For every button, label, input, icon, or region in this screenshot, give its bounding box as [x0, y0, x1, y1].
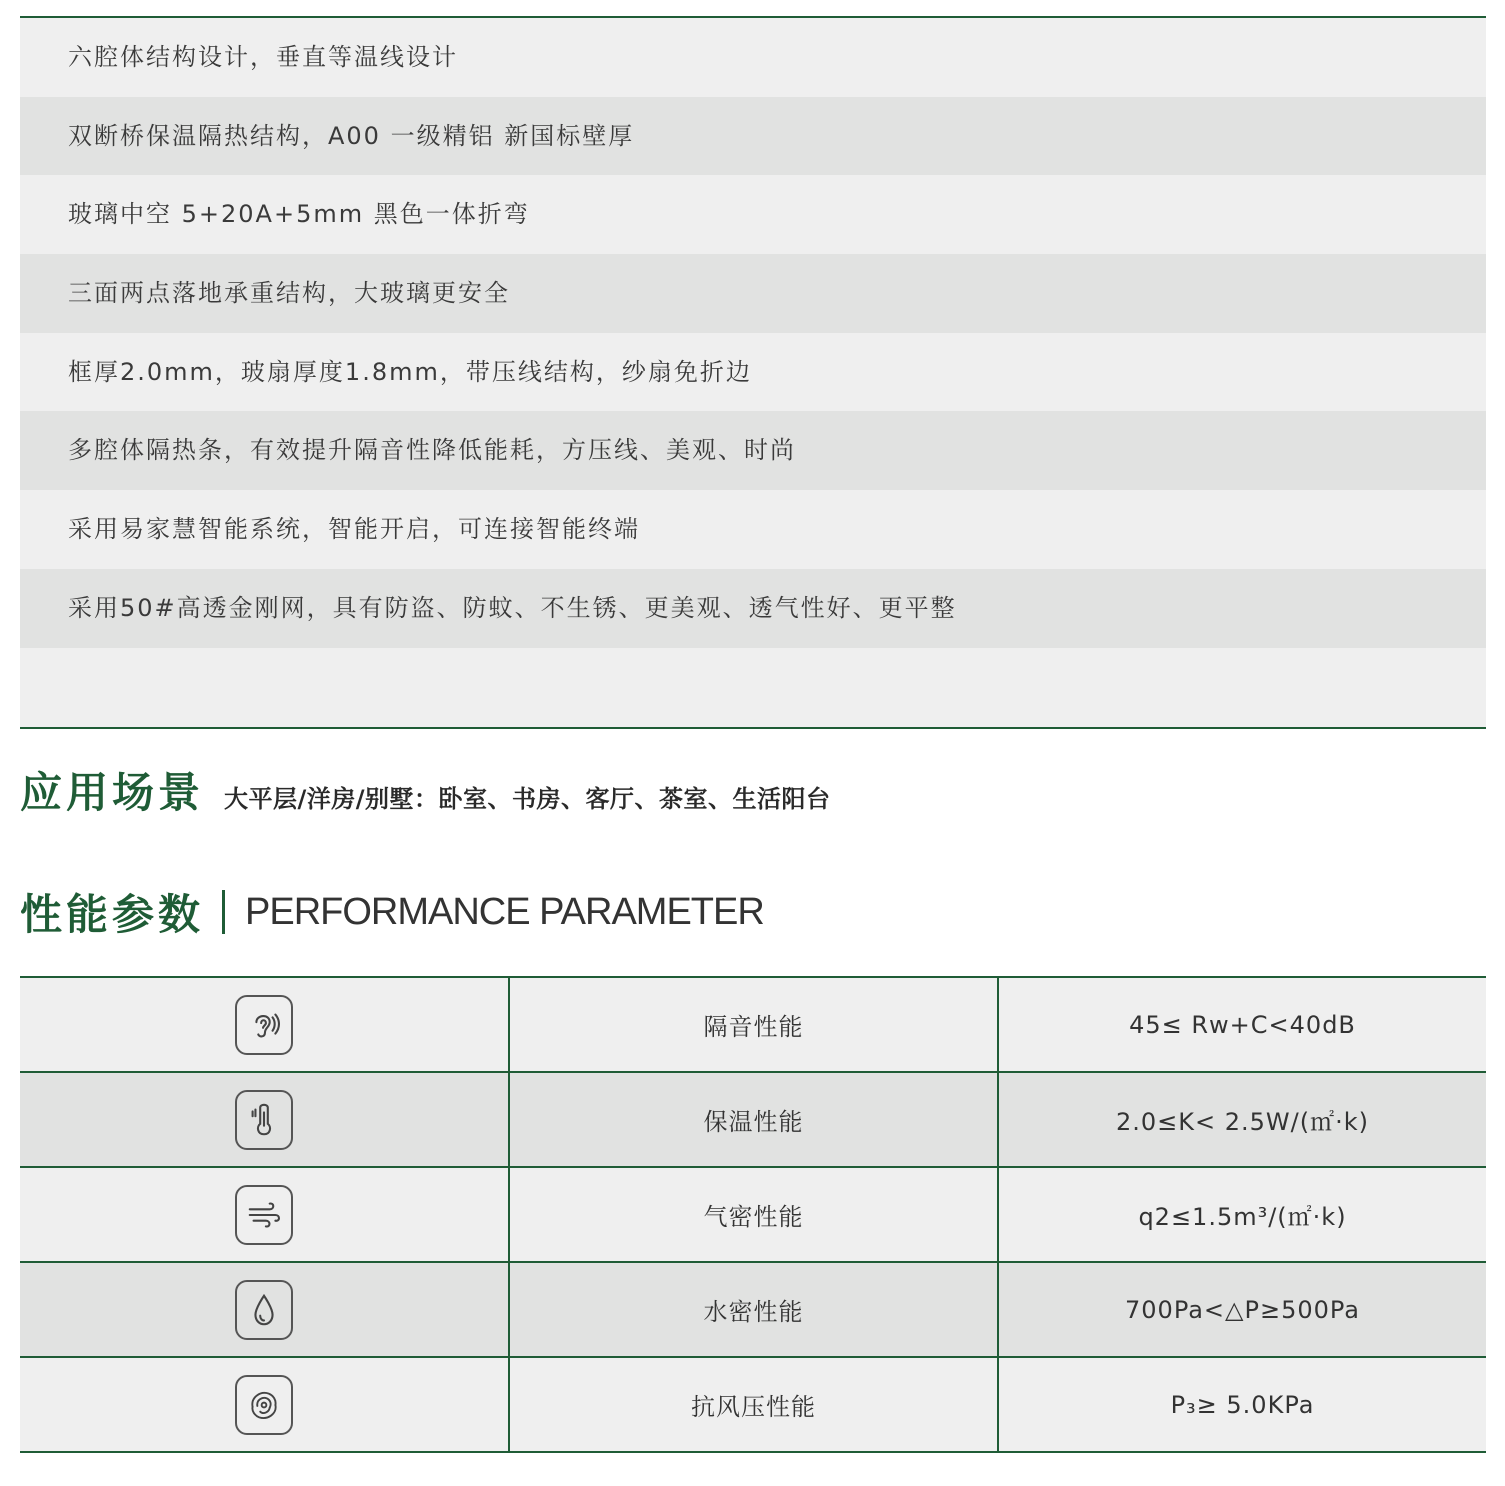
feature-item: 采用50#高透金刚网，具有防盗、防蚊、不生锈、更美观、透气性好、更平整: [20, 569, 1486, 648]
feature-item: 采用易家慧智能系统，智能开启，可连接智能终端: [20, 490, 1486, 569]
icon-cell: [20, 978, 510, 1071]
feature-item: 六腔体结构设计，垂直等温线设计: [20, 18, 1486, 97]
table-row: [20, 1263, 1486, 1358]
feature-list-spacer: [20, 648, 1486, 727]
table-row: [20, 1168, 1486, 1263]
performance-title-en: PERFORMANCE PARAMETER: [245, 890, 764, 933]
wind-icon: [235, 1185, 293, 1245]
performance-value: 2.0≤K< 2.5W/(㎡·k): [1116, 1108, 1369, 1136]
icon-cell: [20, 1168, 510, 1261]
performance-value: 700Pa<△P≥500Pa: [1125, 1295, 1360, 1324]
performance-title-cn: 性能参数: [20, 890, 205, 939]
performance-value: q2≤1.5m³/(㎡·k): [1138, 1203, 1347, 1231]
icon-cell: [20, 1263, 510, 1356]
performance-value: P₃≥ 5.0KPa: [1170, 1390, 1315, 1419]
icon-cell: [20, 1073, 510, 1166]
feature-item: 多腔体隔热条，有效提升隔音性降低能耗，方压线、美观、时尚: [20, 411, 1486, 490]
performance-header: [20, 882, 1486, 942]
ear-icon: [235, 995, 293, 1055]
thermometer-icon: [235, 1090, 293, 1150]
title-divider: [222, 890, 225, 934]
scene-text: 大平层/洋房/别墅：卧室、书房、客厅、茶室、生活阳台: [224, 785, 831, 813]
cyclone-icon: [235, 1375, 293, 1435]
table-row: [20, 978, 1486, 1073]
scene-title: 应用场景: [20, 768, 205, 817]
application-scene: [20, 760, 1486, 820]
performance-value: 45≤ Rw+C<40dB: [1129, 1010, 1356, 1039]
feature-item: 双断桥保温隔热结构，A00 一级精铝 新国标壁厚: [20, 97, 1486, 176]
performance-name: 气密性能: [510, 1168, 999, 1261]
performance-table: [20, 976, 1486, 1453]
feature-item: 三面两点落地承重结构，大玻璃更安全: [20, 254, 1486, 333]
feature-list: [20, 16, 1486, 729]
icon-cell: [20, 1358, 510, 1451]
feature-item: 玻璃中空 5+20A+5mm 黑色一体折弯: [20, 175, 1486, 254]
feature-item: 框厚2.0mm，玻扇厚度1.8mm，带压线结构，纱扇免折边: [20, 333, 1486, 412]
water-drop-icon: [235, 1280, 293, 1340]
performance-name: 隔音性能: [510, 978, 999, 1071]
performance-name: 保温性能: [510, 1073, 999, 1166]
performance-name: 抗风压性能: [510, 1358, 999, 1451]
table-row: [20, 1358, 1486, 1453]
performance-name: 水密性能: [510, 1263, 999, 1356]
table-row: [20, 1073, 1486, 1168]
